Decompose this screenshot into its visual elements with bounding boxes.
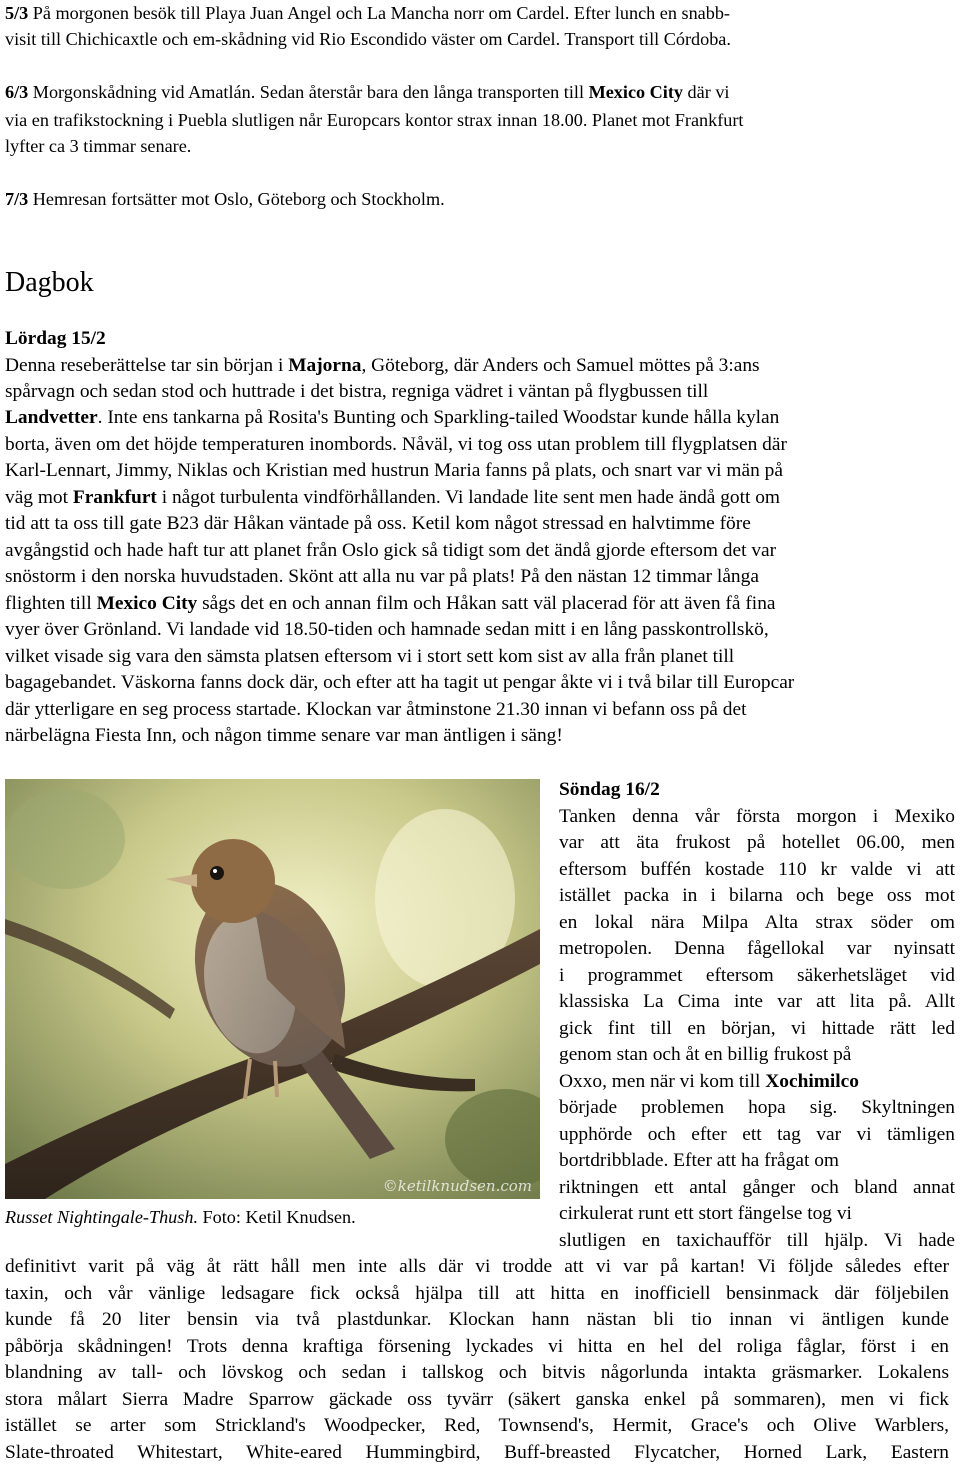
paragraph-line [559, 910, 955, 936]
paragraph-line [5, 1334, 949, 1360]
paragraph-line [559, 1095, 955, 1121]
text: istället se arter som Strickland's Woodpecker, Red, Townsend's, Hermit, Grace's och Olive Warblers, [5, 1415, 949, 1436]
paragraph-line [5, 564, 759, 590]
day-title [559, 777, 660, 803]
date-label: 6/3 [5, 82, 29, 102]
bird-eye [210, 866, 224, 880]
text: visit till Chichicaxtle och em-skådning vid Rio Escondido väster om Cardel. Transport till Córdoba. [5, 29, 731, 49]
text: spårvagn och sedan stod och huttrade i det bistra, regniga vädret i väntan på flygbussen till [5, 381, 709, 402]
place-name: Mexico City [96, 593, 198, 614]
bird-head [191, 839, 275, 923]
paragraph-line [559, 1201, 852, 1227]
paragraph-line [559, 857, 955, 883]
itinerary-5-3-line-1 [5, 0, 730, 26]
text: påbörja skådningen! Trots denna kraftiga försening lyckades vi hitta en hel del roliga fåglar, först i en [5, 1336, 949, 1357]
paragraph-line [559, 1122, 955, 1148]
text: borta, även om det höjde temperaturen inombords. Nåväl, vi tog oss utan problem till flygplatsen där [5, 434, 787, 455]
text: tid att ta oss till gate B23 där Håkan väntade på oss. Ketil kom något stressad en halvtimme före [5, 513, 751, 534]
text: Slate-throated Whitestart, White-eared Hummingbird, Buff-breasted Flycatcher, Horned Lark, Eastern [5, 1442, 949, 1463]
text: cirkulerat runt ett stort fängelse tog vi [559, 1203, 852, 1224]
day-title-text: Lördag 15/2 [5, 328, 106, 349]
day-title-text: Söndag 16/2 [559, 779, 660, 800]
place-name: Frankfurt [72, 487, 157, 508]
text: Morgonskådning vid Amatlán. Sedan återstår bara den långa transporten till [28, 82, 589, 102]
text: gick fint till en början, vi hittade rätt led [559, 1018, 955, 1039]
itinerary-5-3-line-2 [5, 26, 731, 52]
text: väg mot [5, 487, 73, 508]
text: Denna reseberättelse tar sin början i [5, 355, 289, 376]
paragraph-line [559, 1016, 955, 1042]
text: en lokal nära Milpa Alta strax söder om [559, 912, 955, 933]
text: i programmet eftersom säkerhetsläget vid [559, 965, 955, 986]
paragraph-line [559, 830, 955, 856]
place-name: Majorna [288, 355, 362, 376]
text: upphörde och efter ett tag var vi tämligen [559, 1124, 955, 1145]
paragraph-line [559, 1175, 955, 1201]
text: metropolen. Denna fågellokal var nyinsatt [559, 938, 955, 959]
paragraph-line [559, 1042, 851, 1068]
paragraph-line [5, 511, 751, 537]
text: Hemresan fortsätter mot Oslo, Göteborg och Stockholm. [28, 189, 445, 209]
photo-caption [5, 1205, 356, 1229]
text: , Göteborg, där Anders och Samuel möttes på 3:ans [361, 355, 760, 376]
text: taxin, och vår vänlige ledsagare fick också hjälpa till att hitta en inofficiell bensinmack där följebilen [5, 1283, 949, 1304]
text: lyfter ca 3 timmar senare. [5, 136, 192, 156]
caption-species: Russet Nightingale-Thush. [5, 1207, 198, 1227]
text: På morgonen besök till Playa Juan Angel och La Mancha norr om Cardel. Efter lunch en snabb- [28, 3, 730, 23]
text: stora målart Sierra Madre Sparrow gäckade oss tyvärr (säkert ganska enkel på sommaren), men vi fick [5, 1389, 949, 1410]
text: avgångstid och hade haft tur att planet från Oslo gick så tidigt som det ändå gjorde eftersom det var [5, 540, 777, 561]
text: istället packa in i bilarna och bege oss mot [559, 885, 955, 906]
text: kunde få 20 liter bensin via två plastdunkar. Klockan hann nästan bli tio innan vi äntligen kunde [5, 1309, 949, 1330]
date-label: 5/3 [5, 3, 29, 23]
paragraph-line [559, 989, 955, 1015]
text: närbelägna Fiesta Inn, och någon timme senare var man äntligen i säng! [5, 725, 563, 746]
paragraph-line [559, 804, 955, 830]
paragraph-line [5, 617, 769, 643]
day-title [5, 326, 106, 352]
text: Tanken denna vår första morgon i Mexiko [559, 806, 955, 827]
paragraph-line [5, 670, 794, 696]
paragraph-line [5, 1360, 949, 1386]
paragraph-line [5, 353, 760, 379]
bird-photo-illustration [5, 779, 540, 1199]
bird-eye-highlight [213, 869, 217, 873]
text: där vi [683, 82, 730, 102]
paragraph-line [559, 1069, 859, 1095]
paragraph-line [559, 1228, 955, 1254]
bokeh-green [5, 789, 125, 889]
paragraph-line [5, 405, 779, 431]
paragraph-line [5, 591, 776, 617]
paragraph-line [5, 1440, 949, 1466]
paragraph-line [5, 458, 783, 484]
text: Karl-Lennart, Jimmy, Niklas och Kristian med hustrun Maria fanns på plats, och snart var vi män på [5, 460, 783, 481]
text: bortdribblade. Efter att ha frågat om [559, 1150, 839, 1171]
date-label: 7/3 [5, 189, 29, 209]
paragraph-line [559, 883, 955, 909]
paragraph-line [5, 697, 746, 723]
paragraph-line [5, 379, 708, 405]
text: klassiska La Cima inte var att lita på. Allt [559, 991, 955, 1012]
text: riktningen ett antal gånger och bland annat [559, 1177, 955, 1198]
place-name: Mexico City [588, 82, 683, 102]
section-heading: Dagbok [5, 267, 94, 298]
paragraph-line [5, 1387, 949, 1413]
paragraph-line [5, 432, 787, 458]
itinerary-7-3-line-1 [5, 186, 445, 212]
text: genom stan och åt en billig frukost på [559, 1044, 852, 1065]
text: blandning av tall- och lövskog och sedan i tallskog och bitvis någorlunda intakta gräsmarker. Lokalens [5, 1362, 949, 1383]
paragraph-line [5, 485, 780, 511]
text: slutligen en taxichaufför till hjälp. Vi hade [559, 1230, 955, 1251]
paragraph-line [5, 538, 776, 564]
place-name: Landvetter [5, 407, 98, 428]
text: flighten till [5, 593, 97, 614]
photo-watermark: ©ketilknudsen.com [382, 1177, 532, 1195]
text: definitivt varit på väg åt rätt håll men inte alls där vi trodde att vi var på kartan! Vi följde således efter [5, 1256, 949, 1277]
paragraph-line [559, 1148, 839, 1174]
text: där ytterligare en seg process startade. Klockan var åtminstone 21.30 innan vi befann oss på det [5, 699, 747, 720]
text: . Inte ens tankarna på Rosita's Bunting och Sparkling-tailed Woodstar kunde hålla kylan [97, 407, 780, 428]
text: vyer över Grönland. Vi landade vid 18.50-tiden och hamnade sedan mitt i en lång passkontrollskö, [5, 619, 769, 640]
text: snöstorm i den norska huvudstaden. Skönt att alla nu var på plats! På den nästan 12 timmar långa [5, 566, 759, 587]
paragraph-line [5, 1413, 949, 1439]
paragraph-line [5, 1281, 949, 1307]
text: var att äta frukost på hotellet 06.00, men [559, 832, 955, 853]
itinerary-6-3-line-3 [5, 133, 191, 159]
place-name: Xochimilco [765, 1071, 859, 1092]
text: Oxxo, men när vi kom till [559, 1071, 766, 1092]
paragraph-line [5, 1307, 949, 1333]
text: sågs det en och annan film och Håkan satt väl placerad för att även få fina [197, 593, 776, 614]
caption-credit: Foto: Ketil Knudsen. [198, 1207, 356, 1227]
paragraph-line [5, 1254, 949, 1280]
text: via en trafikstockning i Puebla slutligen når Europcars kontor strax innan 18.00. Planet mot Frankfurt [5, 110, 744, 130]
itinerary-6-3-line-2 [5, 107, 743, 133]
paragraph-line [559, 963, 955, 989]
text: bagagebandet. Väskorna fanns dock där, och efter att ha tagit ut pengar åkte vi i två bilar till Europcar [5, 672, 795, 693]
itinerary-6-3-line-1 [5, 79, 729, 105]
text: i något turbulenta vindförhållanden. Vi landade lite sent men hade ändå gott om [156, 487, 781, 508]
text: eftersom buffén kostade 110 kr valde vi att [559, 859, 955, 880]
text: vilket visade sig vara den sämsta platsen eftersom vi i stort sett kom sist av alla från planet till [5, 646, 735, 667]
paragraph-line [5, 644, 734, 670]
bird-photo [5, 779, 540, 1199]
paragraph-line [5, 723, 563, 749]
paragraph-line [559, 936, 955, 962]
text: började problemen hopa sig. Skyltningen [559, 1097, 955, 1118]
